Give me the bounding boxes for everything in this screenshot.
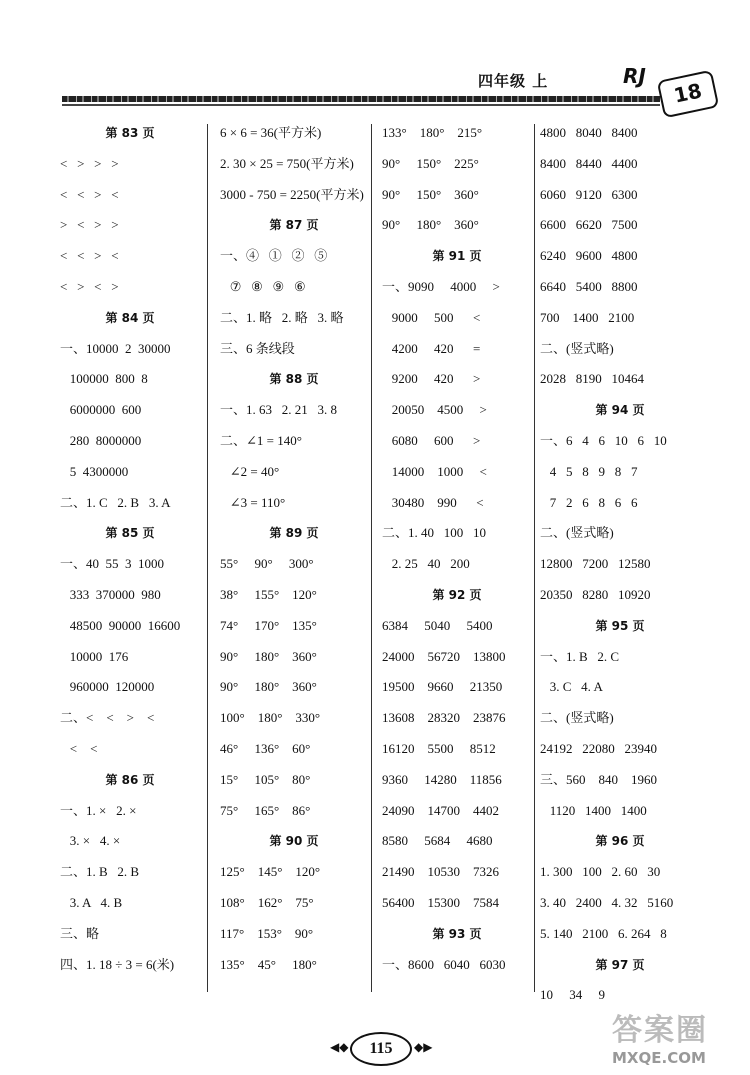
- answer-line: 3. × 4. ×: [60, 833, 121, 849]
- answer-line: 3000 - 750 = 2250(平方米): [220, 186, 364, 202]
- answer-line: 117° 153° 90°: [220, 925, 314, 941]
- answer-line: 三、6 条线段: [220, 340, 295, 356]
- answer-line: 24000 56720 13800: [382, 648, 506, 664]
- answer-line: 7 2 6 8 6 6: [540, 494, 638, 510]
- answer-line: 四、1. 18 ÷ 3 = 6(米): [60, 956, 175, 972]
- section-heading: 第 90 页: [269, 834, 319, 849]
- grade-label: 四年级 上: [478, 72, 549, 90]
- edition-label: RJ: [623, 64, 646, 88]
- answer-line: 46° 136° 60°: [220, 741, 311, 756]
- answer-line: 135° 45° 180°: [220, 956, 317, 972]
- answer-line: 10000 176: [60, 648, 129, 664]
- answer-line: 133° 180° 215°: [382, 125, 483, 140]
- answer-line: 6600 6620 7500: [540, 217, 638, 233]
- answer-line: 21490 10530 7326: [382, 864, 499, 880]
- answer-line: 1. 300 100 2. 60 30: [540, 864, 661, 880]
- answer-line: 2. 25 40 200: [382, 556, 470, 572]
- section-heading: 第 91 页: [432, 249, 482, 264]
- column-divider: [371, 124, 372, 992]
- answer-line: 1120 1400 1400: [540, 802, 647, 818]
- answer-line: 14000 1000 <: [382, 463, 487, 479]
- column-divider: [534, 124, 535, 992]
- answer-line: 10 34 9: [540, 987, 605, 1003]
- watermark-text: 答案圈: [612, 1013, 708, 1048]
- answer-line: 二、∠1 = 140°: [220, 433, 302, 448]
- section-heading: 第 94 页: [595, 403, 645, 418]
- answer-line: 一、8600 6040 6030: [382, 956, 506, 972]
- page-footer: [330, 1032, 433, 1066]
- answer-line: 二、(竖式略): [540, 340, 614, 356]
- answer-line: 4800 8040 8400: [540, 125, 638, 140]
- answer-line: 二、1. 40 100 10: [382, 525, 487, 541]
- answer-line: 二、< < > <: [60, 710, 155, 726]
- answer-line: 一、10000 2 30000: [60, 340, 171, 356]
- answer-line: 二、(竖式略): [540, 710, 614, 726]
- answer-line: ∠2 = 40°: [220, 463, 280, 479]
- answer-line: 二、1. 略 2. 略 3. 略: [220, 309, 344, 325]
- answer-line: 6240 9600 4800: [540, 248, 638, 264]
- answer-line: 一、1. × 2. ×: [60, 802, 137, 818]
- answer-line: 一、④ ① ② ⑤: [220, 248, 328, 264]
- answer-line: 5. 140 2100 6. 264 8: [540, 925, 667, 941]
- section-heading: 第 96 页: [595, 834, 645, 849]
- answer-line: 56400 15300 7584: [382, 895, 499, 910]
- answer-line: < > > >: [60, 155, 119, 171]
- corner-badge: 18: [657, 70, 720, 119]
- answer-line: 20350 8280 10920: [540, 587, 651, 602]
- answer-line: 9360 14280 11856: [382, 771, 502, 787]
- answer-line: 5 4300000: [60, 463, 129, 479]
- section-heading: 第 95 页: [595, 618, 645, 633]
- answer-line: 20050 4500 >: [382, 402, 487, 418]
- answer-line: 6060 9120 6300: [540, 186, 638, 202]
- section-heading: 第 87 页: [269, 218, 319, 233]
- answer-line: 24090 14700 4402: [382, 802, 499, 818]
- answer-line: 108° 162° 75°: [220, 895, 314, 910]
- answer-line: 90° 180° 360°: [220, 648, 317, 664]
- answer-line: < < > <: [60, 248, 119, 264]
- section-heading: 第 88 页: [269, 372, 319, 387]
- section-heading: 第 85 页: [105, 526, 155, 541]
- answer-line: 90° 180° 360°: [382, 217, 479, 233]
- answer-line: 15° 105° 80°: [220, 771, 311, 787]
- answer-line: 6 × 6 = 36(平方米): [220, 125, 322, 140]
- answer-line: 3. C 4. A: [540, 679, 603, 695]
- answer-line: 8400 8440 4400: [540, 155, 638, 171]
- watermark-stamp: [612, 1005, 742, 1065]
- answer-line: 13608 28320 23876: [382, 710, 506, 726]
- answer-line: ∠3 = 110°: [220, 494, 286, 510]
- header-rule: [62, 96, 660, 102]
- answer-line: < < > <: [60, 186, 119, 202]
- section-heading: 第 93 页: [432, 926, 482, 941]
- column-divider: [207, 124, 208, 992]
- answer-line: > < > >: [60, 217, 119, 233]
- answer-line: 90° 150° 225°: [382, 155, 479, 171]
- section-heading: 第 83 页: [105, 126, 155, 140]
- ornament-left-icon: ◀◆: [330, 1040, 349, 1054]
- answer-line: 一、6 4 6 10 6 10: [540, 433, 667, 448]
- answer-line: 3. A 4. B: [60, 895, 123, 910]
- answer-line: < <: [60, 741, 98, 756]
- answer-line: 700 1400 2100: [540, 309, 635, 325]
- answer-line: 6080 600 >: [382, 433, 481, 448]
- answer-line: 24192 22080 23940: [540, 741, 657, 756]
- answer-line: 9200 420 >: [382, 371, 481, 387]
- answer-line: 一、1. 63 2. 21 3. 8: [220, 402, 338, 418]
- answer-line: 4200 420 =: [382, 340, 481, 356]
- answer-line: 55° 90° 300°: [220, 556, 314, 572]
- answer-line: 48500 90000 16600: [60, 617, 181, 633]
- answer-line: 一、9090 4000 >: [382, 279, 500, 294]
- answer-line: 6384 5040 5400: [382, 617, 493, 633]
- answer-line: 9000 500 <: [382, 309, 481, 325]
- answer-line: 4 5 8 9 8 7: [540, 463, 638, 479]
- answer-line: 8580 5684 4680: [382, 833, 493, 849]
- ornament-right-icon: ◆▶: [414, 1040, 433, 1054]
- answer-line: 2028 8190 10464: [540, 371, 644, 387]
- answer-line: 6000000 600: [60, 402, 142, 418]
- answer-line: 280 8000000: [60, 433, 142, 448]
- answer-line: 16120 5500 8512: [382, 741, 496, 756]
- answer-line: 38° 155° 120°: [220, 587, 317, 602]
- answer-line: ⑦ ⑧ ⑨ ⑥: [220, 279, 306, 294]
- answer-line: 二、1. C 2. B 3. A: [60, 494, 171, 510]
- answer-line: 6640 5400 8800: [540, 279, 638, 294]
- watermark-url: MXQE.COM: [612, 1049, 706, 1067]
- answer-line: < > < >: [60, 279, 119, 294]
- answer-line: 100000 800 8: [60, 371, 148, 387]
- answer-line: 74° 170° 135°: [220, 617, 317, 633]
- answer-line: 125° 145° 120°: [220, 864, 321, 880]
- answer-line: 三、略: [60, 925, 100, 941]
- answer-line: 一、1. B 2. C: [540, 648, 620, 664]
- answer-line: 三、560 840 1960: [540, 771, 658, 787]
- answer-line: 333 370000 980: [60, 587, 161, 602]
- answer-line: 100° 180° 330°: [220, 710, 321, 726]
- section-heading: 第 84 页: [105, 310, 155, 325]
- section-heading: 第 97 页: [595, 957, 645, 972]
- header-rule-thin: [62, 104, 660, 106]
- answer-line: 19500 9660 21350: [382, 679, 503, 695]
- answer-line: 二、(竖式略): [540, 525, 614, 541]
- section-heading: 第 92 页: [432, 588, 482, 602]
- section-heading: 第 86 页: [105, 772, 155, 787]
- answer-line: 90° 180° 360°: [220, 679, 317, 695]
- answer-line: 一、40 55 3 1000: [60, 556, 165, 572]
- answer-line: 12800 7200 12580: [540, 556, 651, 572]
- answer-line: 960000 120000: [60, 679, 155, 695]
- answer-line: 3. 40 2400 4. 32 5160: [540, 895, 674, 910]
- answer-line: 二、1. B 2. B: [60, 864, 140, 880]
- page-header: [0, 60, 750, 110]
- answer-line: 30480 990 <: [382, 494, 484, 510]
- answer-line: 2. 30 × 25 = 750(平方米): [220, 155, 354, 171]
- section-heading: 第 89 页: [269, 526, 319, 541]
- page-number: 115: [350, 1032, 412, 1066]
- answer-line: 75° 165° 86°: [220, 802, 311, 818]
- answer-line: 90° 150° 360°: [382, 186, 479, 202]
